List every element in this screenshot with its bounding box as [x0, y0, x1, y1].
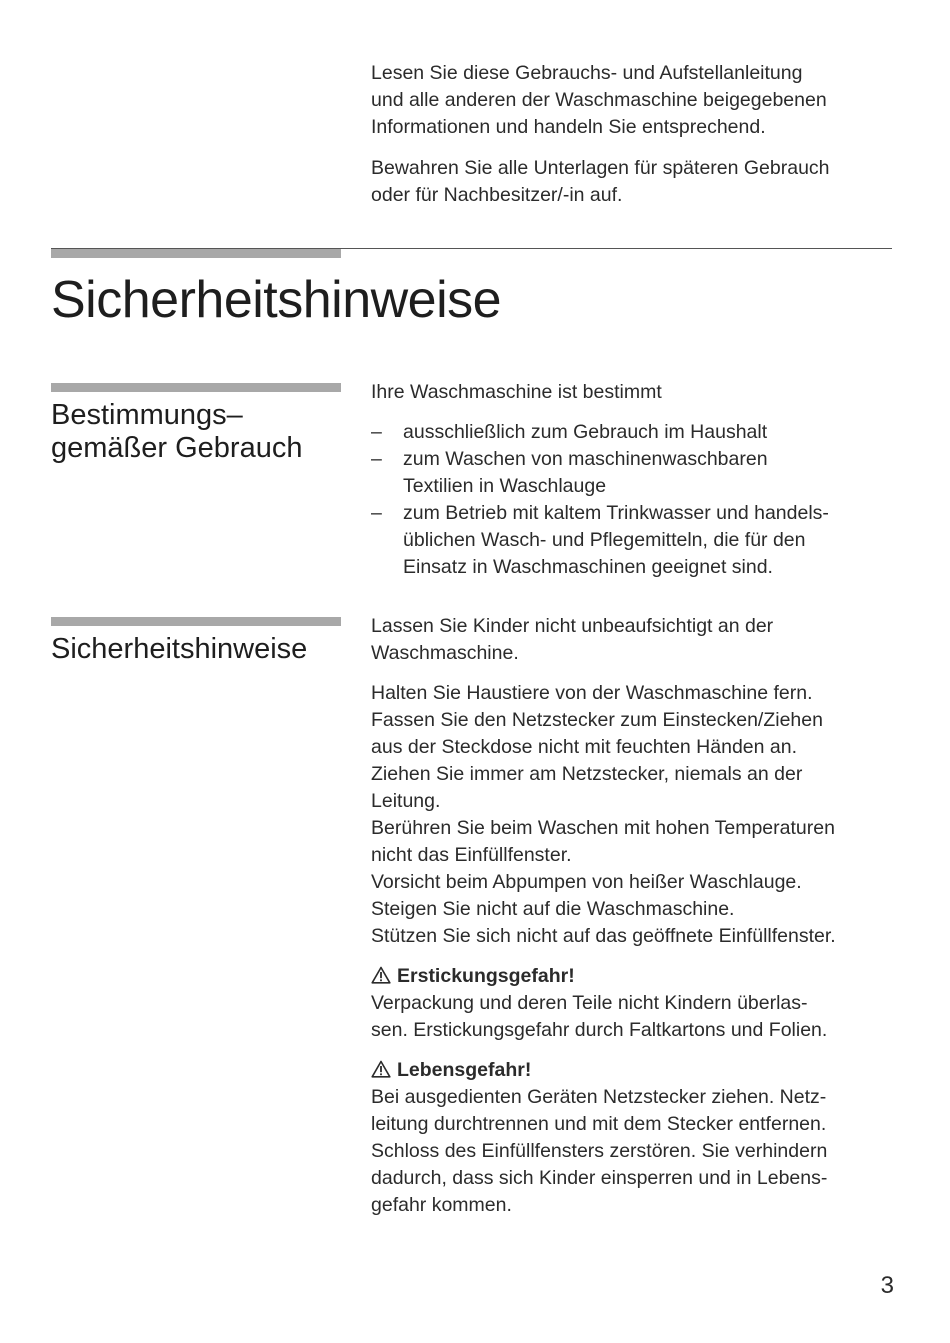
section-heading-sicherheit: Sicherheitshinweise — [51, 633, 308, 665]
section-body-sicherheit — [371, 613, 931, 1219]
page-number: 3 — [880, 1272, 894, 1299]
intro-paragraph: Lesen Sie diese Gebrauchs- und Aufstellanleitung und alle anderen der Waschmaschine beigegebenen Informationen und handeln Sie entsprechend. — [371, 62, 827, 138]
section-paragraph: Lassen Sie Kinder nicht unbeaufsichtigt an der Waschmaschine. — [371, 615, 774, 664]
warning-heading — [371, 963, 931, 990]
page-title: Sicherheitshinweise — [51, 271, 502, 329]
list-item — [371, 500, 911, 581]
warning-triangle-icon — [371, 966, 391, 984]
section-bar — [51, 617, 341, 626]
warning-triangle-icon — [371, 1060, 391, 1078]
bullet-list — [371, 419, 911, 581]
list-item-text: zum Betrieb mit kaltem Trinkwasser und handels- üblichen Wasch- und Pflegemitteln, die für den Einsatz in Waschmaschinen geeignet sind. — [403, 502, 829, 578]
section-heading-bestimmung: Bestimmungs– gemäßer Gebrauch — [51, 399, 303, 464]
bullet-dash: – — [371, 421, 382, 443]
title-rule-bar — [51, 249, 341, 258]
warning-heading — [371, 1057, 931, 1084]
warning-block — [371, 1057, 931, 1219]
list-item — [371, 446, 911, 500]
list-item-text: zum Waschen von maschinenwaschbaren Textilien in Waschlauge — [403, 448, 768, 497]
section-paragraph: Halten Sie Haustiere von der Waschmaschine fern. Fassen Sie den Netzstecker zum Einstecken/Ziehen aus der Steckdose nicht mit feuchten Händen an. Ziehen Sie immer am Netzstecker, niemals an der Leitung. Berühren Sie beim Waschen mit hohen Temperaturen nicht das Einfüllfenster. Vorsicht beim Abpumpen von heißer Waschlauge. Steigen Sie nicht auf die Waschmaschine. Stützen Sie sich nicht auf das geöffnete Einfüllfenster. — [371, 682, 836, 947]
section-body-bestimmung — [371, 379, 911, 581]
intro-text — [371, 60, 911, 209]
section-bar — [51, 383, 341, 392]
warning-text: Verpackung und deren Teile nicht Kindern überlas- sen. Erstickungsgefahr durch Faltkartons und Folien. — [371, 992, 828, 1041]
warning-text: Bei ausgedienten Geräten Netzstecker ziehen. Netz- leitung durchtrennen und mit dem Stecker entfernen. Schloss des Einfüllfensters zerstören. Sie verhindern dadurch, dass sich Kinder einsperren und in Lebens- gefahr kommen. — [371, 1086, 828, 1216]
bullet-dash: – — [371, 448, 382, 470]
bullet-dash: – — [371, 502, 382, 524]
warning-title: Lebensgefahr! — [397, 1059, 532, 1081]
list-item — [371, 419, 911, 446]
warning-block — [371, 963, 931, 1044]
list-item-text: ausschließlich zum Gebrauch im Haushalt — [403, 421, 768, 443]
section-lead: Ihre Waschmaschine ist bestimmt — [371, 381, 662, 403]
warning-title: Erstickungsgefahr! — [397, 965, 575, 987]
intro-paragraph: Bewahren Sie alle Unterlagen für späteren Gebrauch oder für Nachbesitzer/-in auf. — [371, 157, 830, 206]
